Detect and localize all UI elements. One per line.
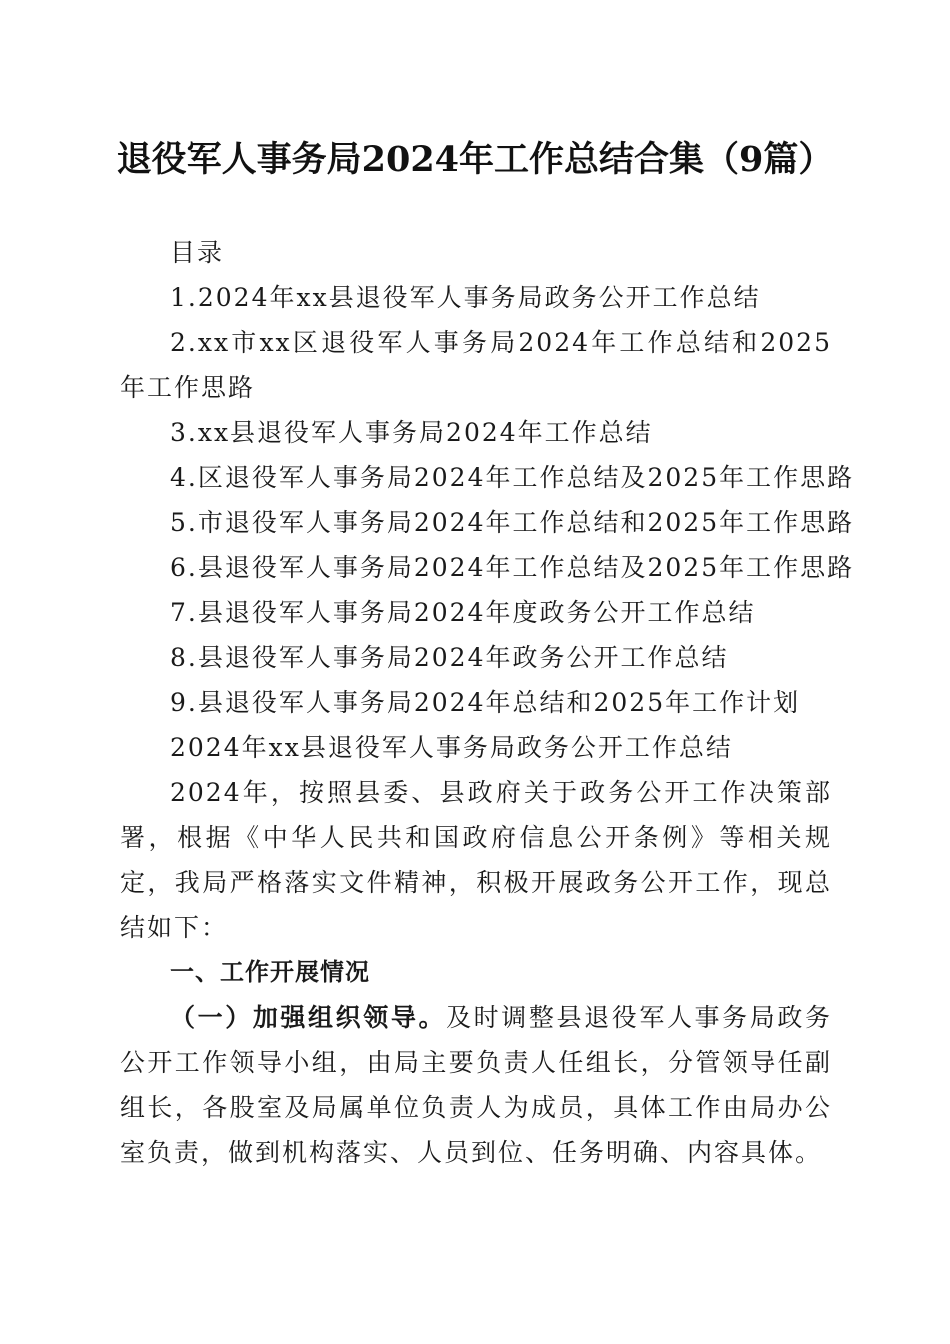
- toc-item: 4.区退役军人事务局2024年工作总结及2025年工作思路: [170, 463, 855, 492]
- toc-heading: 目录: [170, 238, 225, 267]
- article-intro: 2024年，按照县委、县政府关于政务公开工作决策部署，根据《中华人民共和国政府信息公开条例》等相关规定，我局严格落实文件精神，积极开展政务公开工作，现总结如下：: [120, 778, 832, 942]
- toc-item: 9.县退役军人事务局2024年总结和2025年工作计划: [170, 688, 801, 717]
- toc-item: 2.xx市xx区退役军人事务局2024年工作总结和2025年工作思路: [120, 328, 832, 402]
- toc-item: 7.县退役军人事务局2024年度政务公开工作总结: [170, 598, 756, 627]
- section-heading: 一、工作开展情况: [170, 958, 370, 986]
- document-title: 退役军人事务局2024年工作总结合集（9篇）: [116, 139, 834, 180]
- paragraph-lead: （一）加强组织领导。: [170, 1003, 447, 1032]
- toc-item: 1.2024年xx县退役军人事务局政务公开工作总结: [170, 283, 761, 312]
- article-title: 2024年xx县退役军人事务局政务公开工作总结: [170, 733, 733, 762]
- toc-item: 3.xx县退役军人事务局2024年工作总结: [170, 418, 653, 447]
- toc-item: 5.市退役军人事务局2024年工作总结和2025年工作思路: [170, 508, 855, 537]
- section-paragraph: [120, 995, 832, 1175]
- paragraph-body: 及时调整县退役军人事务局政务公开工作领导小组，由局主要负责人任组长，分管领导任副组长，各股室及局属单位负责人为成员，具体工作由局办公室负责，做到机构落实、人员到位、任务明确、内容具体。: [120, 1003, 832, 1167]
- document-body: [120, 230, 855, 1175]
- toc-item: 6.县退役军人事务局2024年工作总结及2025年工作思路: [170, 553, 855, 582]
- toc-item: 8.县退役军人事务局2024年政务公开工作总结: [170, 643, 729, 672]
